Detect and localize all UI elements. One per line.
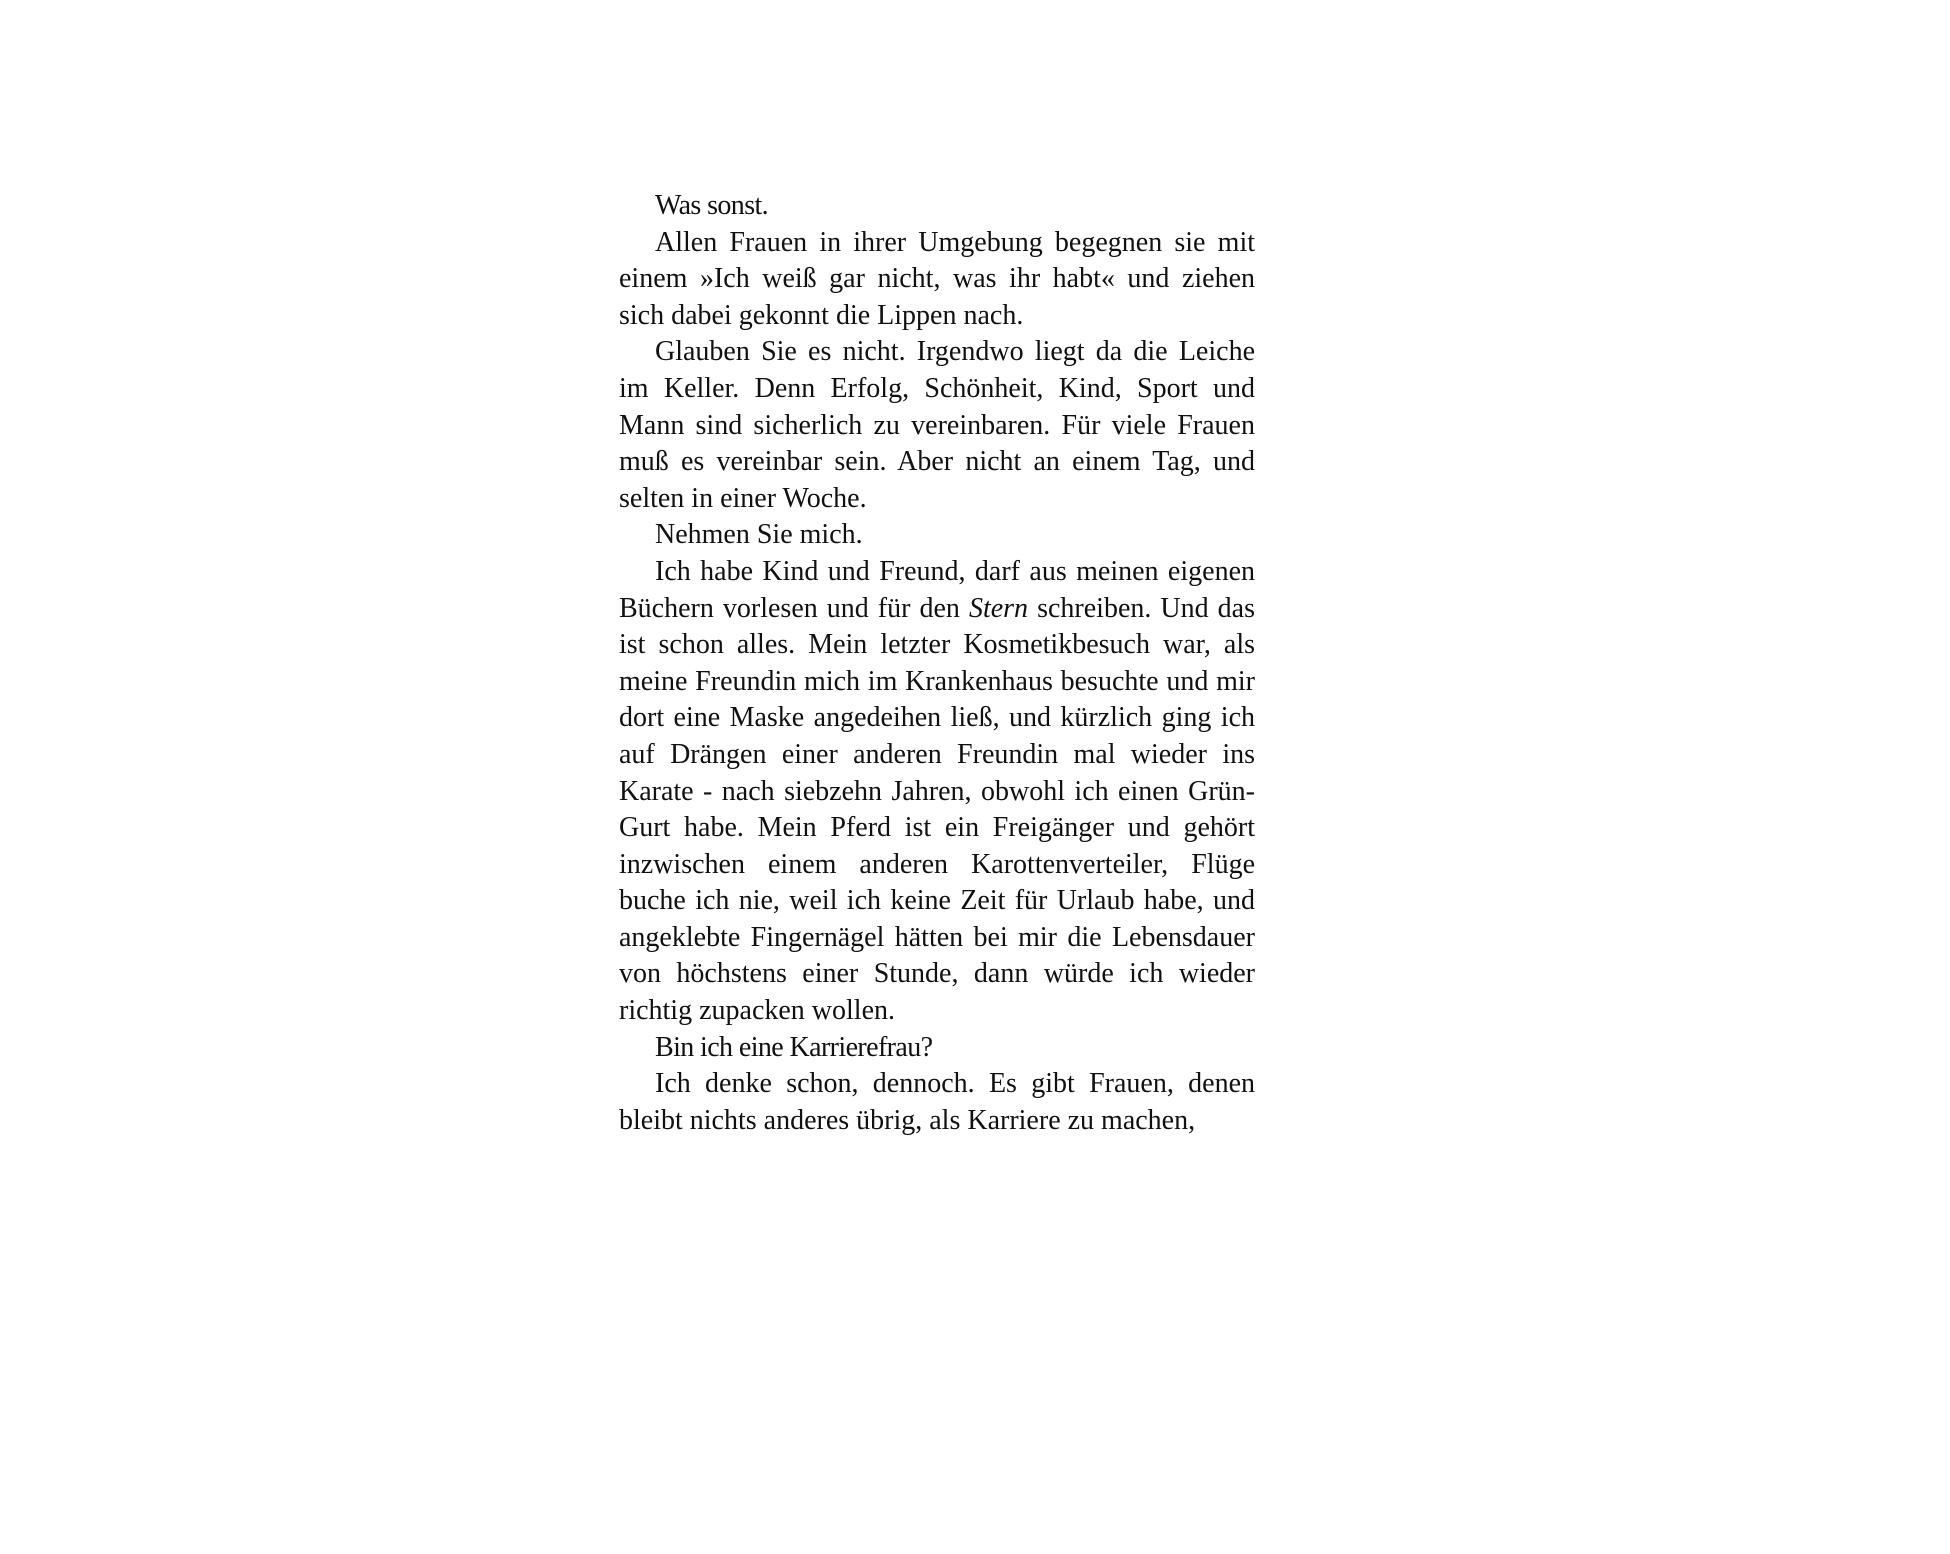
paragraph-4: Nehmen Sie mich. [655,519,863,551]
paragraph-6: Bin ich eine Karrierefrau? [655,1031,933,1063]
paragraph-5-emphasis: Stern [968,592,1029,624]
paragraph-1: Was sonst. [655,190,769,221]
paragraph-5-after: schreiben. Und das ist schon alles. Mein letzter Kosmetikbesuch war, als meine Freundin mich im Krankenhaus besuchte und mir dort eine Maske angedeihen ließ, und kürzlich ging ich auf Drängen einer anderen Freundin mal wieder ins Karate - nach siebzehn Jahren, obwohl ich einen Grün-Gurt habe. Mein Pferd ist ein Freigänger und gehört inzwischen einem anderen Karottenverteiler, Flüge buche ich nie, weil ich keine Zeit für Urlaub habe, und angeklebte Fingernägel hätten bei mir die Lebensdauer von höchstens einer Stunde, dann würde ich wieder richtig zupacken wollen. [619,592,1255,1027]
paragraph-2: Allen Frauen in ihrer Umgebung begegnen sie mit einem »Ich weiß gar nicht, was ihr habt« und ziehen sich dabei gekonnt die Lippen nach. [619,226,1255,331]
paragraph-5-before: Ich habe Kind und Freund, darf aus meinen eigenen Büchern vorlesen und für den [619,555,1255,624]
paragraph-5 [619,554,1255,1030]
body-text [619,188,1255,1139]
paragraph-3: Glauben Sie es nicht. Irgendwo liegt da die Leiche im Keller. Denn Erfolg, Schönheit, Kind, Sport und Mann sind sicherlich zu vereinbaren. Für viele Frauen muß es vereinbar sein. Aber nicht an einem Tag, und selten in einer Woche. [619,336,1255,514]
paragraph-7: Ich denke schon, dennoch. Es gibt Frauen, denen bleibt nichts anderes übrig, als Karriere zu machen, [619,1068,1255,1136]
